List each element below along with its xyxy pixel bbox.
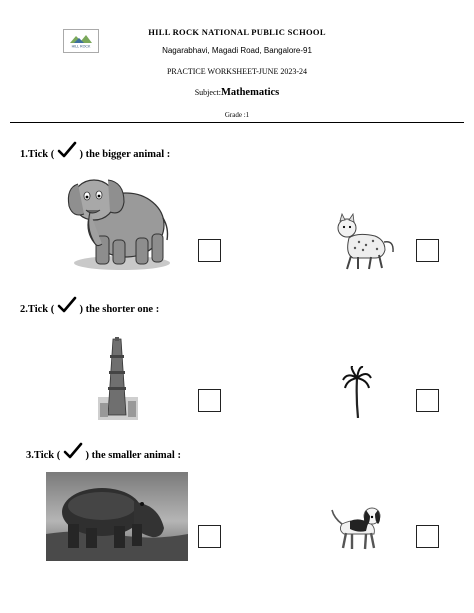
subject-line <box>0 87 474 98</box>
cheetah-image <box>333 212 395 272</box>
answer-box-cheetah[interactable] <box>416 239 439 262</box>
answer-box-qutub-minar[interactable] <box>198 389 221 412</box>
question-2-prefix: 2.Tick ( <box>20 304 55 315</box>
answer-box-elephant[interactable] <box>198 239 221 262</box>
question-1-prefix: 1.Tick ( <box>20 149 55 160</box>
school-address: Nagarabhavi, Magadi Road, Bangalore-91 <box>162 46 312 55</box>
question-3 <box>26 442 181 461</box>
answer-box-hippopotamus[interactable] <box>198 525 221 548</box>
check-mark-icon <box>57 296 77 314</box>
grade-label: Grade :1 <box>224 111 250 119</box>
hippopotamus-image <box>46 472 188 561</box>
question-1 <box>20 141 170 160</box>
subject-value: Mathematics <box>220 87 280 98</box>
answer-box-palm-tree[interactable] <box>416 389 439 412</box>
header-divider <box>10 122 464 123</box>
question-2 <box>20 296 159 315</box>
worksheet-title: PRACTICE WORKSHEET-JUNE 2023-24 <box>166 67 307 76</box>
question-3-prefix: 3.Tick ( <box>26 450 61 461</box>
answer-box-dog[interactable] <box>416 525 439 548</box>
qutub-minar-image <box>98 337 138 420</box>
check-mark-icon <box>57 141 77 159</box>
question-3-suffix: ) the smaller animal : <box>85 450 181 461</box>
elephant-image <box>60 170 170 275</box>
check-mark-icon <box>63 442 83 460</box>
school-name: HILL ROCK NATIONAL PUBLIC SCHOOL <box>148 27 326 37</box>
dog-image <box>328 500 384 552</box>
question-2-suffix: ) the shorter one : <box>79 304 160 315</box>
question-1-suffix: ) the bigger animal : <box>79 149 171 160</box>
logo-text: HILL ROCK <box>71 44 91 49</box>
subject-label: Subject: <box>194 88 221 97</box>
palm-tree-image <box>342 366 372 418</box>
